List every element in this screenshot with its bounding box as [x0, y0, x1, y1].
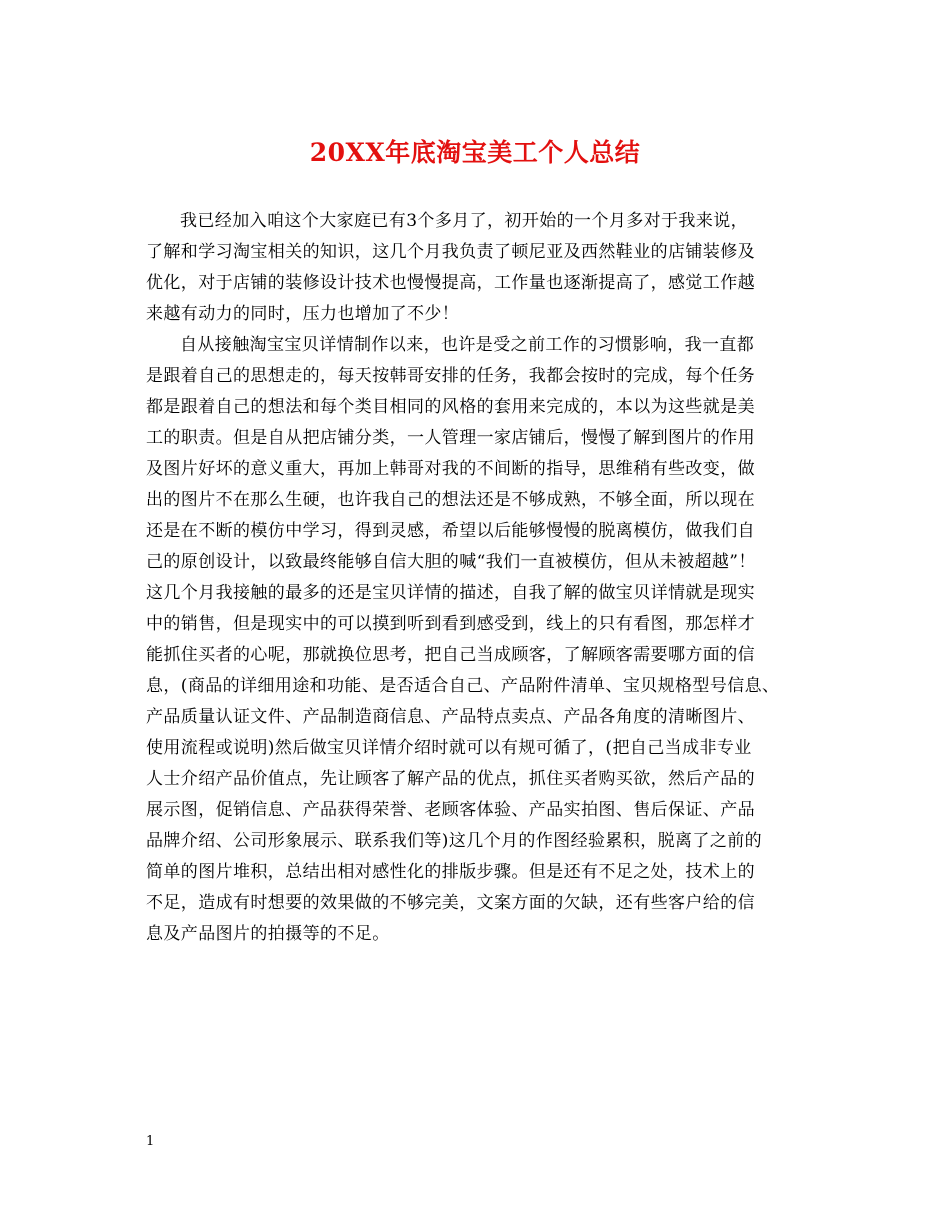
- document-body: [146, 206, 846, 950]
- text-line: 产品质量认证文件、产品制造商信息、产品特点卖点、产品各角度的清晰图片、: [146, 707, 755, 727]
- text-line: 己的原创设计，以致最终能够自信大胆的喊“我们一直被模仿，但从未被超越”！: [146, 552, 756, 572]
- text-line: 使用流程或说明)然后做宝贝详情介绍时就可以有规可循了，(把自己当成非专业: [146, 738, 752, 758]
- text-line: 简单的图片堆积，总结出相对感性化的排版步骤。但是还有不足之处，技术上的: [146, 862, 755, 882]
- text-line: 息，(商品的详细用途和功能、是否适合自己、产品附件清单、宝贝规格型号信息、: [146, 676, 780, 696]
- text-line: 品牌介绍、公司形象展示、联系我们等)这几个月的作图经验累积，脱离了之前的: [146, 831, 763, 851]
- text-line: 这几个月我接触的最多的还是宝贝详情的描述，自我了解的做宝贝详情就是现实: [146, 583, 755, 603]
- text-line: 优化，对于店铺的装修设计技术也慢慢提高，工作量也逐渐提高了，感觉工作越: [146, 273, 755, 293]
- page-number: 1: [146, 1134, 155, 1149]
- text-line: 及图片好坏的意义重大，再加上韩哥对我的不间断的指导，思维稍有些改变，做: [146, 459, 755, 479]
- text-line: 了解和学习淘宝相关的知识，这几个月我负责了顿尼亚及西然鞋业的店铺装修及: [146, 242, 755, 262]
- text-line: 还是在不断的模仿中学习，得到灵感，希望以后能够慢慢的脱离模仿，做我们自: [146, 521, 755, 541]
- text-line: 人士介绍产品价值点，先让顾客了解产品的优点，抓住买者购买欲，然后产品的: [146, 769, 755, 789]
- text-line: 出的图片不在那么生硬，也许我自己的想法还是不够成熟，不够全面，所以现在: [146, 490, 755, 510]
- text-line: 不足，造成有时想要的效果做的不够完美，文案方面的欠缺，还有些客户给的信: [146, 893, 755, 913]
- text-line: 息及产品图片的拍摄等的不足。: [146, 924, 390, 944]
- text-line: 自从接触淘宝宝贝详情制作以来，也许是受之前工作的习惯影响，我一直都: [180, 335, 755, 355]
- text-line: 能抓住买者的心呢，那就换位思考，把自己当成顾客，了解顾客需要哪方面的信: [146, 645, 755, 665]
- text-line: 是跟着自己的思想走的，每天按韩哥安排的任务，我都会按时的完成，每个任务: [146, 366, 755, 386]
- text-line: 展示图，促销信息、产品获得荣誉、老顾客体验、产品实拍图、售后保证、产品: [146, 800, 755, 820]
- text-line: 来越有动力的同时，压力也增加了不少！: [146, 304, 460, 324]
- text-line: 都是跟着自己的想法和每个类目相同的风格的套用来完成的，本以为这些就是美: [146, 397, 755, 417]
- text-line: 我已经加入咱这个大家庭已有3个多月了，初开始的一个月多对于我来说，: [180, 211, 749, 231]
- text-line: 中的销售，但是现实中的可以摸到听到看到感受到，线上的只有看图，那怎样才: [146, 614, 755, 634]
- document-title: 20XX年底淘宝美工个人总结: [309, 138, 641, 167]
- text-line: 工的职责。但是自从把店铺分类，一人管理一家店铺后，慢慢了解到图片的作用: [146, 428, 755, 448]
